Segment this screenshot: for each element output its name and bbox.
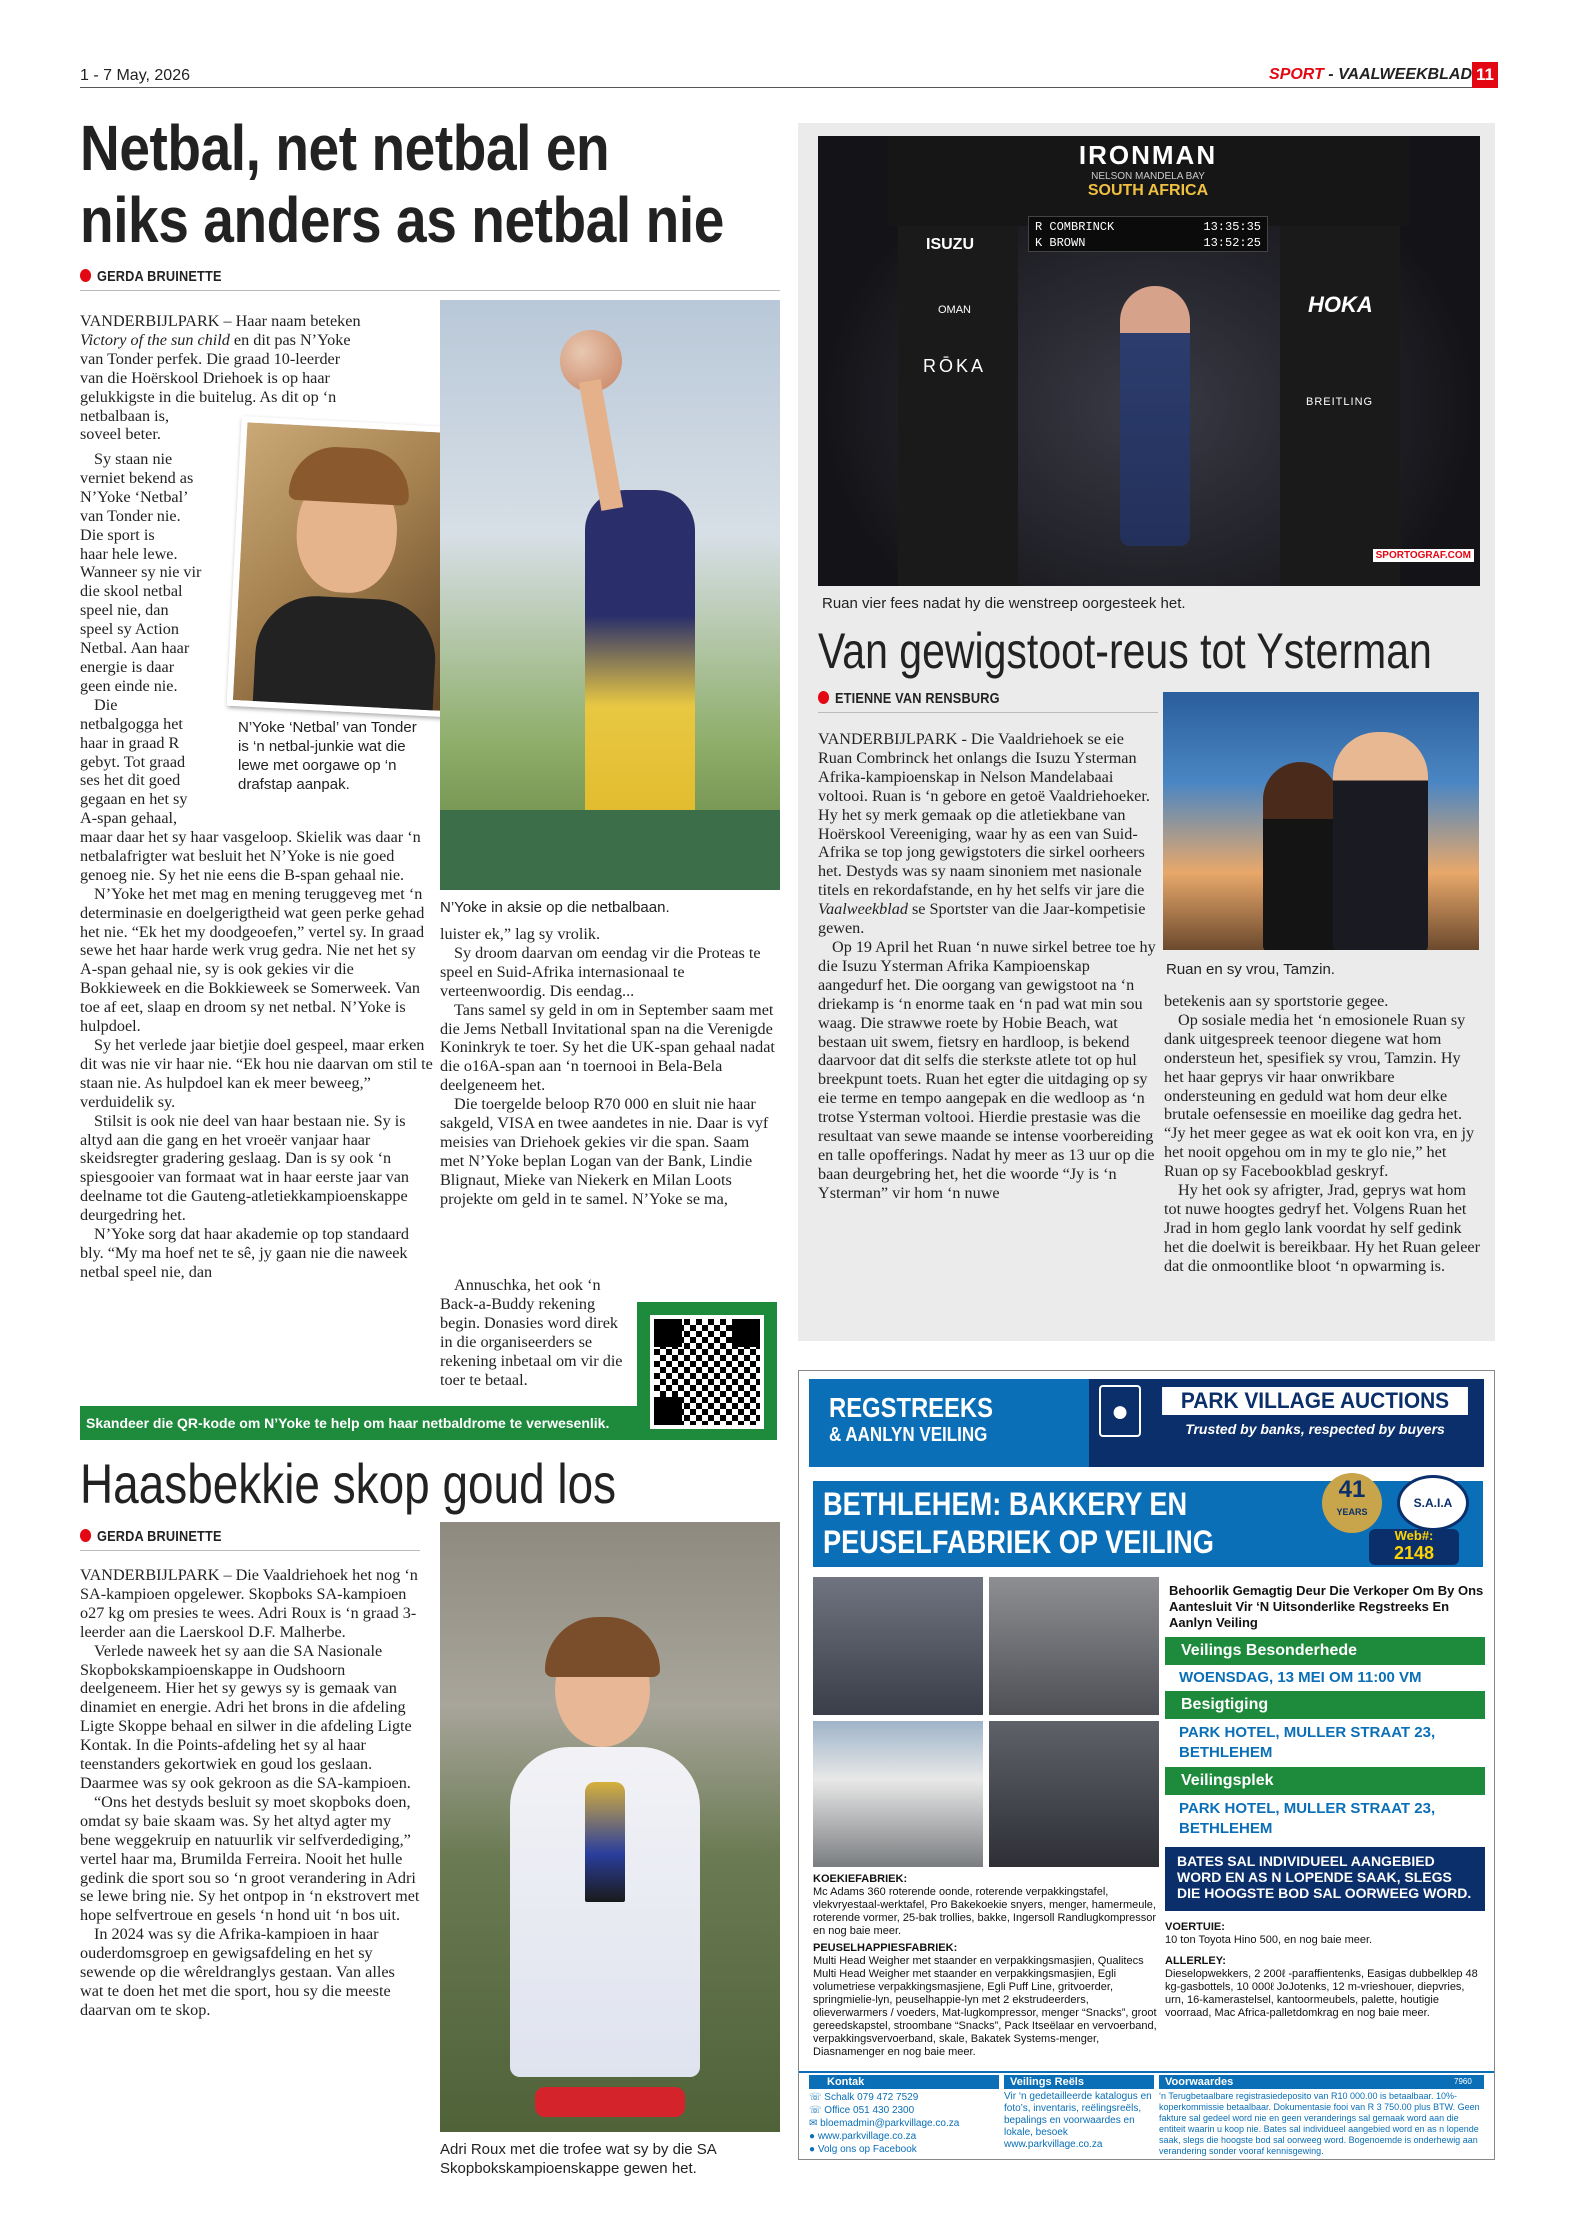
- scoreboard-time: 13:35:35: [1203, 220, 1261, 234]
- ad-details-value: WOENSDAG, 13 MEI OM 11:00 VM: [1179, 1669, 1422, 1686]
- saia-badge: S.A.I.A: [1397, 1475, 1469, 1531]
- bell-icon: ●: [1099, 1385, 1141, 1437]
- sponsor-isuzu: ISUZU: [926, 236, 974, 253]
- sponsor-breitling: BREITLING: [1306, 396, 1374, 408]
- nyoke-action-caption: N’Yoke in aksie op die netbalbaan.: [440, 899, 670, 916]
- wrap-line: Die: [94, 695, 118, 714]
- ad-regstreeks-1: REGSTREEKS: [829, 1392, 993, 1423]
- ad-regstreeks-2: & AANLYN VEILING: [829, 1424, 988, 1446]
- finisher-figure: [1120, 286, 1190, 546]
- paragraph: “Ons het destyds besluit sy moet skopboks doen, omdat sy baie skaam was. Sy het altyd agter my bene weggekruip en natuurlik vir selfverdediging,” vertel haar ma, Brumilda Ferreira. Nooit het hulle gedink die sport sou so ‘n groot verandering in Adri se lewe bring nie. Sy het ontpop in ‘n ekstrovert met hope selfvertroue en gesels ‘n hond uit ‘n bos uit.: [80, 1792, 420, 1925]
- qr-banner: Skandeer die QR-kode om N’Yoke te help om haar netbaldrome te verwesenlik.: [80, 1406, 637, 1440]
- nyoke-portrait-caption: N’Yoke ‘Netbal’ van Tonder is ‘n netbal-junkie wat die lewe met oorgawe op ‘n drafstap aanpak.: [238, 719, 417, 793]
- red-dot-icon: [80, 1529, 91, 1542]
- adri-shoes: [535, 2087, 685, 2117]
- sponsor-roka: RŌKA: [923, 356, 987, 376]
- office-item[interactable]: ☏ Office 051 430 2300: [809, 2105, 915, 2116]
- haas-byline: [80, 1528, 222, 1545]
- netbal-body-col2: [440, 925, 776, 1209]
- office-text: Office 051 430 2300: [824, 2105, 915, 2116]
- ironman-sign-sa: SOUTH AFRICA: [1087, 182, 1209, 199]
- paragraph: maar daar het sy haar vasgeloop. Skielik was daar ‘n netbalafrigter wat besluit het N’Yoke is nie goed genoeg nie. Sy het nie eens die B-span gehaal nie.: [80, 828, 421, 884]
- netbal-byline-rule: [80, 290, 780, 291]
- ironman-sign-title: IRONMAN: [1078, 140, 1218, 170]
- netbal-intro-line: gelukkigste in die buitelug. As dit op ‘n: [80, 387, 337, 406]
- scoreboard-row: [1035, 219, 1261, 235]
- ad-photo-truck: [813, 1721, 983, 1867]
- wrap-line: van Tonder nie.: [80, 506, 181, 525]
- wrap-line: haar in graad R: [80, 733, 180, 752]
- netbal-intro-line: VANDERBIJLPARK – Haar naam beteken: [80, 312, 361, 330]
- haas-byline-rule: [80, 1550, 420, 1551]
- haas-body: [80, 1566, 420, 2020]
- ad-photo-bakery: [989, 1721, 1159, 1867]
- years-number: 41: [1338, 1476, 1366, 1503]
- wrap-line: Die sport is: [80, 525, 155, 544]
- facebook-text: Volg ons op Facebook: [817, 2144, 917, 2155]
- wrap-line: ses het dit goed: [80, 771, 181, 790]
- ad-vt-header: VOERTUIE:: [1165, 1921, 1225, 1933]
- ad-details-header: Veilings Besonderhede: [1165, 1637, 1485, 1665]
- email-text: bloemadmin@parkvillage.co.za: [820, 2118, 960, 2129]
- wrap-line: energie is daar: [80, 657, 175, 676]
- ironman-body-col1: [818, 730, 1158, 1203]
- netbal-intro-line: soveel beter.: [80, 425, 161, 444]
- ad-voor-header: Voorwaardes: [1159, 2075, 1484, 2089]
- years-badge: [1322, 1473, 1382, 1533]
- ironman-sign: [1038, 140, 1258, 200]
- ironman-p1-italic: Vaalweekblad: [818, 900, 908, 919]
- ad-voor-text: ‘n Terugbetaalbare registrasiedeposito van R10 000.00 is betaalbaar. 10%-koperkommissie betaalbaar. Dokumentasie fooi van R 3 750.00 plus BTW. Geen fakture sal gedeel word nie en geen veranderings sal gemaak word aan die entiteit waarin u koop nie. Bates sal individueel aangebied word en as n lopende saak, slegs die hoogste bod sal oorweeg word. Bogenoemde is onderhewig aan verandering sonder vooraf kennisgewing.: [1159, 2091, 1480, 2156]
- section-paper: - VAALWEEKBLAD: [1328, 66, 1472, 83]
- section-sport: SPORT: [1269, 66, 1324, 83]
- ad-pf-header: PEUSELHAPPIESFABRIEK:: [813, 1942, 958, 1954]
- wrap-line: A-span gehaal,: [80, 809, 178, 828]
- qr-pattern: [654, 1319, 760, 1425]
- haas-byline-name: GERDA BRUINETTE: [97, 1528, 222, 1545]
- portrait-shirt: [252, 593, 438, 718]
- phone-text: Schalk 079 472 7529: [824, 2092, 919, 2103]
- sponsor-hoka: HOKA: [1308, 292, 1373, 317]
- netbal-intro-line: van die Hoërskool Driehoek is op haar: [80, 368, 330, 387]
- adri-trophy: [585, 1782, 625, 1902]
- action-player-body: [585, 490, 695, 850]
- netbal-byline: [80, 268, 222, 285]
- ad-reels-text: Vir ‘n gedetailleerde katalogus en foto’s, inventaris, reëlingsreëls, bepalings en voorwaardes en lokale, besoek www.parkvillage.co.za: [1004, 2091, 1152, 2150]
- wrap-line: speel sy Action: [80, 620, 179, 639]
- netbal-body-col1: [80, 828, 435, 1282]
- ironman-byline: [818, 690, 1000, 707]
- red-dot-icon: [818, 691, 829, 704]
- netbal-intro-line: Victory of the sun child en dit pas N’Yoke: [80, 330, 351, 349]
- paragraph: Op 19 April het Ruan ‘n nuwe sirkel betree toe hy die Isuzu Ysterman Afrika Kampioenskap aangedurf het. Die oorgang van gewigstoot na ‘n driekamp is ‘n enorme taak en ‘n pad wat min sou waag. Die strawwe roete by Hobie Beach, wat bestaan uit swem, fietsry en hardloop, is bekend daarvoor dat dit selfs die sterkste atlete tot op hul breekpunt toets. Ruan het egter die uitdaging op sy eie terme en tempo aangepak en die wedloop as ‘n trotse Ysterman voltooi. Hierdie prestasie was die resultaat van sewe maande se intense voorbereiding en talle opofferings. Nadat hy meer as 13 uur op die baan deurgebring het, het die woorde “Jy is ‘n Ysterman” vir hom ‘n nuwe: [818, 937, 1156, 1202]
- ad-view-line: PARK HOTEL, MULLER STRAAT 23,: [1179, 1724, 1436, 1741]
- ad-brand: PARK VILLAGE AUCTIONS: [1162, 1387, 1468, 1415]
- netbal-byline-name: GERDA BRUINETTE: [97, 268, 222, 285]
- ironman-sign-sub: NELSON MANDELA BAY: [1091, 171, 1205, 182]
- ad-venue-line: BETHLEHEM: [1179, 1820, 1273, 1837]
- page-date: 1 - 7 May, 2026: [80, 67, 190, 84]
- paragraph: Annuschka, het ook ‘n Back-a-Buddy rekening begin. Donasies word direk in die organiseerders se rekening inbetaal om vir die toer te betaal.: [440, 1276, 623, 1389]
- haas-headline: Haasbekkie skop goud los: [80, 1452, 617, 1515]
- wrap-line: haar hele lewe.: [80, 544, 178, 563]
- paragraph: luister ek,” lag sy vrolik.: [440, 925, 601, 943]
- wrap-line: gebyt. Tot graad: [80, 752, 186, 771]
- wrap-line: speel nie, dan: [80, 601, 169, 620]
- web-text: www.parkvillage.co.za: [817, 2131, 917, 2142]
- netbal-intro-line: netbalbaan is,: [80, 406, 169, 425]
- paragraph: Die toergelde beloop R70 000 en sluit nie haar sakgeld, VISA en twee aandetes in nie. Daar is vyf meisies van Driehoek gekies vir die span. Saam met N’Yoke beplan Logan van der Bank, Lindie Blignaut, Mieke van Niekerk en Milan Loots projekte om geld in te samel. N’Yoke se ma,: [440, 1095, 769, 1208]
- scoreboard-name: R COMBRINCK: [1035, 220, 1115, 234]
- paragraph: betekenis aan sy sportstorie gegee.: [1164, 992, 1389, 1010]
- finish-scoreboard: [1028, 216, 1268, 252]
- couple-photo: [1163, 692, 1479, 950]
- ad-photo-factory: [989, 1577, 1159, 1715]
- netbal-headline-line2: niks anders as netbal nie: [80, 184, 724, 256]
- adri-photo: [440, 1522, 780, 2132]
- ad-tagline: Trusted by banks, respected by buyers: [1185, 1421, 1445, 1437]
- ad-photo-grid: [813, 1577, 1159, 1867]
- qr-code[interactable]: [650, 1315, 764, 1429]
- wrap-line: geen einde nie.: [80, 676, 178, 695]
- ironman-p1-text: VANDERBIJLPARK - Die Vaaldriehoek se eie Ruan Combrinck het onlangs die Isuzu Ysterman Afrika-kampioenskap in Nelson Mandelabaai voltooi. Ruan is ‘n gebore en getoë Vaaldriehoeker. Hy het sy merk gemaak op die atletiekbane van Hoërskool Vereeniging, waar hy as een van Suid-Afrika se top jong gewigstoters die sirkel oorheers het. Destyds was sy naam sinoniem met nasionale titels en rekordafstande, en hy het selfs vir jare die: [818, 730, 1150, 900]
- ad-kontak-list: [809, 2091, 999, 2156]
- wrap-line: gegaan en het sy: [80, 790, 188, 809]
- netbal-intro-line: van Tonder perfek. Die graad 10-leerder: [80, 349, 341, 368]
- ad-venue-line: PARK HOTEL, MULLER STRAAT 23,: [1179, 1800, 1436, 1817]
- web-item[interactable]: ● www.parkvillage.co.za: [809, 2131, 917, 2142]
- wrap-line: N’Yoke ‘Netbal’: [80, 487, 189, 506]
- wrap-line: netbalgogga het: [80, 714, 183, 733]
- netbal-headline: [80, 112, 724, 256]
- paragraph: N’Yoke het met mag en mening teruggeveg met ‘n determinasie en doelgerigtheid wat geen perke gehad het nie. “Ek het my doodgeoefen,” vertel sy. In graad sewe het haar harde werk vrug gedra. Nie net het sy A-span gehaal nie, sy is ook gekies vir die Bokkieweek en die Bokkieweek se Somerweek. Van toe af eet, slaap en droom sy net netbal. N’Yoke is hulpdoel.: [80, 884, 425, 1036]
- ad-intro: Behoorlik Gemagtig Deur Die Verkoper Om By Ons Aantesluit Vir ‘N Uitsonderlike Regstreeks En Aanlyn Veiling: [1169, 1583, 1484, 1630]
- ad-pf-text: Multi Head Weigher met staander en verpakkingsmasjien, Qualitecs Multi Head Weigher met staander en verpakkingsmasjien, Egli volumetriese verpakkingsmasjiene, Egli Puff Line, gritvoerder, springmielie-lyn, peuselhappie-lyn met 2 ekstrudeerders, olieverwarmers / voeders, Mat-lugkompressor, menger “Snacks”, groot gereedskapstel, stroombane “Snacks”, Pack Itseëlaar en vervoerband, verpakkingsvervoerband, skale, Bakatek Systems-menger, Diasnamenger en nog baie meer.: [813, 1955, 1157, 2058]
- couple-caption: Ruan en sy vrou, Tamzin.: [1166, 961, 1335, 978]
- ironman-finish-photo: [818, 136, 1480, 586]
- action-court: [440, 810, 780, 890]
- paragraph: Stilsit is ook nie deel van haar bestaan nie. Sy is altyd aan die gang en het vroeër vanjaar haar skeidsregter gradering geslaag. Dan is sy ook ‘n spiesgooier van formaat wat in haar eerste jaar van deelname tot die Gauteng-atletiekkampioenskappe deurgedring het.: [80, 1111, 409, 1225]
- paragraph: Sy droom daarvan om eendag vir die Proteas te speel en Suid-Afrika internasionaal te verteenwoordig. Dis eendag...: [440, 943, 761, 1000]
- web-number: 2148: [1393, 1543, 1435, 1563]
- paragraph: Hy het ook sy afrigter, Jrad, geprys wat hom tot nuwe hoogtes gedryf het. Volgens Ruan het Jrad in hom geglo lank voordat hy self gedink het die doelwit is bereikbaar. Hy het Ruan geleer dat die onmoontlike bloot ‘n opwarming is.: [1164, 1181, 1480, 1275]
- page-number: 11: [1472, 62, 1498, 88]
- ironman-headline: Van gewigstoot-reus tot Ysterman: [818, 623, 1432, 679]
- couple-man: [1333, 732, 1428, 950]
- ad-vt-text: 10 ton Toyota Hino 500, en nog baie meer.: [1165, 1934, 1373, 1946]
- ad-regstreeks: [829, 1393, 993, 1447]
- ad-venue-value: [1179, 1799, 1435, 1839]
- ad-kf-text: Mc Adams 360 roterende oonde, roterende verpakkingstafel, vlekvryestaal-werktafel, Pro Bakekoekie snyers, menger, hamermeule, roterende vormer, 25-bak trollies, bakke, Ingersoll Randlugkompressor en nog baie meer.: [813, 1886, 1156, 1937]
- red-dot-icon: [80, 269, 91, 282]
- ad-headline-2: PEUSELFABRIEK OP VEILING: [823, 1524, 1214, 1560]
- nyoke-action-photo: [440, 300, 780, 890]
- wrap-line: verniet bekend as: [80, 468, 194, 487]
- paragraph: Op sosiale media het ‘n emosionele Ruan sy dank uitgespreek teenoor diegene wat hom ondersteun het, spesifiek sy vrou, Tamzin. Hy het haar geprys vir haar onwrikbare ondersteuning en geduld wat hom deur elke brutale oefensessie en moeilike dag gedra het. “Jy het meer gegee as wat ek ooit kon vra, en jy het nooit opgehou om in my te glo nie,” het Ruan op sy Facebookblad geskryf.: [1164, 1010, 1475, 1181]
- paragraph: In 2024 was sy die Afrika-kampioen in haar ouderdomsgroep en gewigsafdeling en het sy sewende op die wêreldranglys gestaan. Van alles wat te doen het met die sport, hou sy die meeste daarvan om te skop.: [80, 1925, 395, 2019]
- facebook-item[interactable]: ● Volg ons op Facebook: [809, 2144, 917, 2155]
- ad-al-header: ALLERLEY:: [1165, 1955, 1226, 1967]
- ironman-p1-end: se Sportster van die Jaar-kompetisie gewen.: [818, 900, 1146, 938]
- adri-hair: [545, 1617, 660, 1677]
- email-item[interactable]: ✉ bloemadmin@parkvillage.co.za: [809, 2118, 960, 2129]
- header-rule: [80, 87, 1495, 88]
- photo-credit: SPORTOGRAF.COM: [1373, 549, 1474, 562]
- netbal-body-col2-end: [440, 1276, 625, 1389]
- netbal-headline-line1: Netbal, net netbal en: [80, 112, 610, 184]
- ironman-byline-name: ETIENNE VAN RENSBURG: [835, 690, 1000, 707]
- ad-headline-1: BETHLEHEM: BAKKERY EN: [823, 1486, 1188, 1522]
- netbal-italic-name: Victory of the sun child: [80, 330, 230, 349]
- scoreboard-name: K BROWN: [1035, 236, 1086, 250]
- ad-al-text: Dieselopwekkers, 2 200ℓ -paraffientenks, Easigas dubbelklep 48 kg-gasbottels, 10 000ℓ JoJotenks, 12 m-vrieshouer, diepvries, urn, 16-kamerastelsel, kantoormeubels, palette, houtigie voorraad, Mac Africa-palletdomkrag en nog baie meer.: [1165, 1968, 1478, 2019]
- ad-view-value: [1179, 1723, 1435, 1763]
- auction-ad: [798, 1370, 1495, 2160]
- paragraph: [818, 730, 1158, 938]
- web-label: Web#:: [1394, 1528, 1434, 1543]
- ad-photo-oven: [813, 1577, 983, 1715]
- section-label: [1252, 66, 1472, 84]
- sponsor-oman: OMAN: [938, 304, 971, 316]
- ironman-photo-caption: Ruan vier fees nadat hy die wenstreep oorgesteek het.: [822, 595, 1186, 612]
- web-number-box: [1369, 1529, 1459, 1565]
- ad-view-header: Besigtiging: [1165, 1691, 1485, 1719]
- ad-ref: 7960: [1454, 2077, 1472, 2086]
- ad-vt: [1165, 1921, 1485, 2020]
- netbal-wrap-column: [80, 450, 230, 828]
- ad-kf: [813, 1873, 1159, 2059]
- scoreboard-time: 13:52:25: [1203, 236, 1261, 250]
- ironman-body-col2: [1164, 992, 1480, 1276]
- wrap-line: Netbal. Aan haar: [80, 639, 190, 658]
- wrap-line: die skool netbal: [80, 582, 183, 601]
- paragraph: VANDERBIJLPARK – Die Vaaldriehoek het nog ‘n SA-kampioen opgelewer. Skopboks SA-kampioen o27 kg om presies te wees. Adri Roux is ‘n graad 3-leerder aan die Laerskool D.F. Malherbe.: [80, 1566, 418, 1641]
- paragraph: Sy het verlede jaar bietjie doel gespeel, maar erken dit was nie vir haar nie. “Ek hou nie daarvan om stil te staan nie. As hulpdoel kan ek meer beweeg,” verduidelik sy.: [80, 1035, 433, 1111]
- scoreboard-row: [1035, 235, 1261, 251]
- wrap-line: Sy staan nie: [94, 450, 173, 468]
- adri-caption: Adri Roux met die trofee wat sy by die SA Skopbokskampioenskappe gewen het.: [440, 2141, 716, 2177]
- ad-venue-header: Veilingsplek: [1165, 1767, 1485, 1795]
- ad-reels-header: Veilings Reëls: [1004, 2075, 1154, 2089]
- paragraph: Verlede naweek het sy aan die SA Nasionale Skopbokskampioenskappe in Oudshoorn deelgeneem. Hier het sy gewys sy is gemaak van dinamiet en energie. Adri het brons in die afdeling Ligte Skoppe behaal en silwer in die afdeling Ligte Kontak. In die Points-afdeling het sy al haar teenstanders gekortwiek en goud los geslaan. Daarmee was sy ook gekroon as die SA-kampioen.: [80, 1641, 412, 1792]
- years-label: YEARS: [1336, 1507, 1368, 1517]
- phone-item[interactable]: ☏ Schalk 079 472 7529: [809, 2092, 919, 2103]
- ad-kontak-header: Kontak: [809, 2075, 999, 2089]
- ad-notice: BATES SAL INDIVIDUEEL AANGEBIED WORD EN AS N LOPENDE SAAK, SLEGS DIE HOOGSTE BOD SAL OORWEEG WORD.: [1165, 1847, 1485, 1911]
- paragraph: N’Yoke sorg dat haar akademie op top standaard bly. “My ma hoef net te sê, jy gaan nie die naweek netbal speel nie, dan: [80, 1225, 409, 1281]
- paragraph: Tans samel sy geld in om in September saam met die Jems Netball Invitational span na die Verenigde Koninkryk te toer. Sy het die UK-span gehaal nadat die o16A-span aan ‘n toernooi in Bela-Bela deelgeneem het.: [440, 1000, 775, 1095]
- wrap-line: Wanneer sy nie vir: [80, 563, 202, 582]
- action-player-arm: [579, 379, 623, 511]
- couple-woman: [1263, 762, 1338, 950]
- ad-view-line: BETHLEHEM: [1179, 1744, 1273, 1761]
- ad-kf-header: KOEKIEFABRIEK:: [813, 1873, 908, 1885]
- left-pillar: [898, 226, 1018, 586]
- ironman-byline-rule: [818, 712, 1158, 713]
